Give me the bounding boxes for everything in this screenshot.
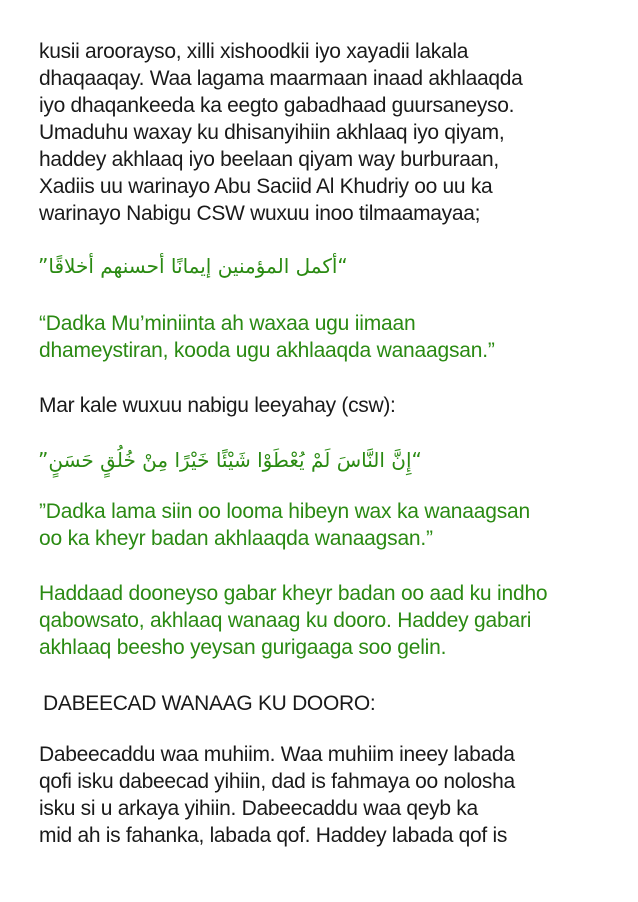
translation-line: ”Dadka lama siin oo looma hibeyn wax ka wanaagsan — [39, 500, 530, 523]
section-line: mid ah is fahanka, labada qof. Haddey labada qof is — [39, 824, 508, 847]
translation-line: “Dadka Mu’miniinta ah waxaa ugu iimaan — [39, 312, 416, 335]
intro-line: haddey akhlaaq iyo beelaan qiyam way burburaan, — [39, 148, 499, 171]
section-line: isku si u arkaya yihiin. Dabeecaddu waa qeyb ka — [39, 797, 478, 820]
intro-paragraph — [39, 38, 609, 227]
advice-line: akhlaaq beesho yeysan gurigaaga soo gelin. — [39, 636, 447, 659]
advice-paragraph — [39, 580, 609, 661]
section-paragraph — [39, 741, 609, 849]
intro-line: iyo dhaqankeeda ka eegto gabadhaad guursaneyso. — [39, 94, 515, 117]
translation-line: oo ka kheyr badan akhlaaqda wanaagsan.” — [39, 527, 433, 550]
section-heading — [43, 690, 613, 717]
section-heading-text: DABEECAD WANAAG KU DOORO: — [43, 692, 376, 715]
hadith-arabic-2: “إِنَّ النَّاسَ لَمْ يُعْطَوْا شَيْئًا خَيْرًا مِنْ خُلُقٍ حَسَنٍ” — [38, 448, 422, 472]
intro-line: Mar kale wuxuu nabigu leeyahay (csw): — [39, 394, 396, 417]
intro-line: dhaqaaqay. Waa lagama maarmaan inaad akhlaaqda — [39, 67, 523, 90]
section-line: Dabeecaddu waa muhiim. Waa muhiim ineey labada — [39, 743, 515, 766]
hadith-arabic-1: “أكمل المؤمنين إيمانًا أحسنهم أخلاقًا” — [38, 254, 348, 278]
intro-line: Umaduhu waxay ku dhisanyihiin akhlaaq iyo qiyam, — [39, 121, 505, 144]
translation-line: dhameystiran, kooda ugu akhlaaqda wanaagsan.” — [39, 339, 495, 362]
intro-line: warinayo Nabigu CSW wuxuu inoo tilmaamayaa; — [39, 202, 481, 225]
advice-line: qabowsato, akhlaaq wanaag ku dooro. Haddey gabari — [39, 609, 532, 632]
second-hadith-intro — [39, 392, 609, 419]
advice-line: Haddaad dooneyso gabar kheyr badan oo aad ku indho — [39, 582, 548, 605]
intro-line: Xadiis uu warinayo Abu Saciid Al Khudriy oo uu ka — [39, 175, 493, 198]
section-line: qofi isku dabeecad yihiin, dad is fahmaya oo nolosha — [39, 770, 515, 793]
hadith-translation-1 — [39, 310, 609, 364]
hadith-translation-2 — [39, 498, 609, 552]
intro-line: kusii aroorayso, xilli xishoodkii iyo xayadii lakala — [39, 40, 469, 63]
